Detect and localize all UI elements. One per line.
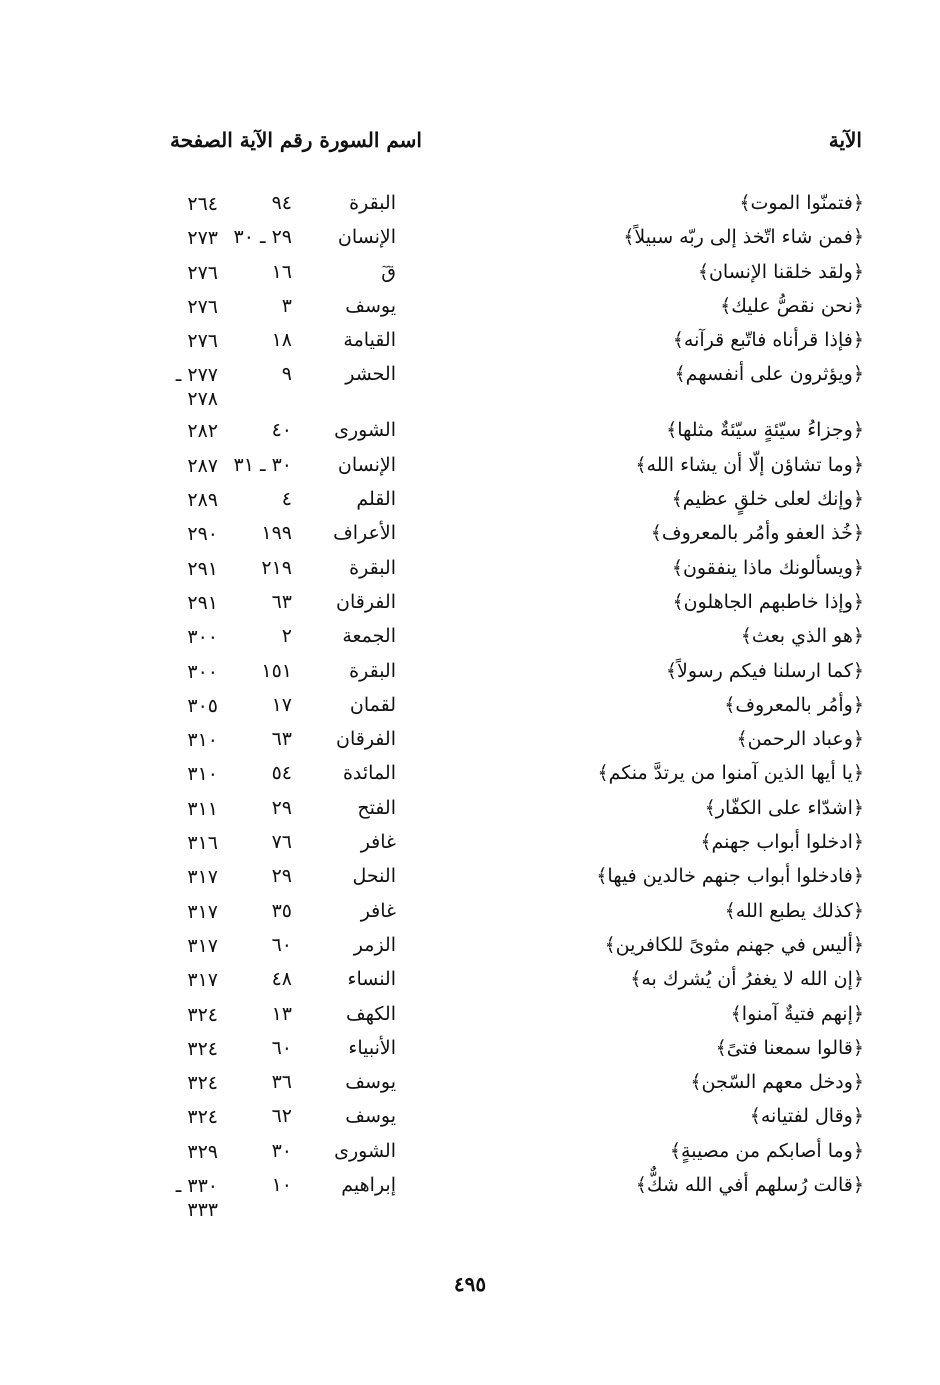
ayah-number: ٢٩ ـ ٣٠ — [233, 226, 292, 249]
ayah-number: ٩ — [281, 363, 292, 386]
table-row — [0, 825, 940, 859]
ayah-text: ﴿إنهم فتيةٌ آمنوا﴾ — [730, 1002, 864, 1025]
page-ref: ٢٨٩ — [187, 489, 218, 512]
table-row — [0, 186, 940, 220]
ayah-text: ﴿اشدّاء على الكفّار﴾ — [704, 796, 864, 819]
surah-name: البقرة — [349, 659, 396, 682]
table-row — [0, 997, 940, 1031]
table-row — [0, 1168, 940, 1222]
ayah-number: ٢٩ — [271, 796, 292, 819]
table-row — [0, 722, 940, 756]
surah-name: القلم — [356, 488, 396, 511]
page-ref: ٣١٧ — [187, 900, 218, 923]
page-ref: ٢٨٢ — [187, 420, 218, 443]
surah-name: الشورى — [334, 1139, 396, 1162]
ayah-text: ﴿وإنك لعلى خلقٍ عظيم﴾ — [671, 488, 864, 511]
page-ref: ٣٢٤ — [187, 1037, 218, 1060]
ayah-text: ﴿فتمنّوا الموت﴾ — [739, 192, 864, 214]
ayah-number: ١٧ — [271, 693, 292, 716]
surah-name: الجمعة — [342, 625, 396, 648]
page-ref: ٣٣٠ ـ ٣٣٣ — [175, 1175, 218, 1222]
page-ref: ٣١٠ — [187, 763, 218, 786]
ayah-number: ٣٠ ـ ٣١ — [233, 453, 292, 476]
ayah-text: ﴿وجزاءُ سيّئةٍ سيّئةٌ مثلها﴾ — [666, 419, 864, 442]
verse-index-table — [0, 186, 940, 1222]
surah-name: قٓ — [381, 260, 396, 283]
table-row — [0, 516, 940, 550]
ayah-number: ١٥١ — [261, 659, 292, 682]
table-row — [0, 1099, 940, 1133]
ayah-text: ﴿خُذ العفو وأمُر بالمعروف﴾ — [650, 522, 864, 545]
ayah-text: ﴿وعباد الرحمن﴾ — [736, 728, 864, 751]
table-row — [0, 1065, 940, 1099]
surah-name: الأنبياء — [348, 1036, 396, 1059]
table-row — [0, 323, 940, 357]
surah-name: القيامة — [343, 329, 396, 352]
table-row — [0, 1134, 940, 1168]
header-ayah-label: الآية — [828, 128, 862, 152]
surah-name: يوسف — [345, 1105, 396, 1128]
surah-name: يوسف — [345, 1071, 396, 1094]
table-row — [0, 928, 940, 962]
surah-name: الكهف — [346, 1002, 396, 1025]
table-row — [0, 255, 940, 289]
ayah-number: ٦٠ — [271, 933, 292, 956]
page-ref: ٣٢٤ — [187, 1072, 218, 1095]
ayah-number: ٢١٩ — [261, 556, 292, 579]
ayah-text: ﴿وما تشاؤن إلّا أن يشاء الله﴾ — [635, 453, 864, 476]
page-ref: ٣١٧ — [187, 969, 218, 992]
ayah-number: ٤٨ — [271, 968, 292, 991]
table-row — [0, 791, 940, 825]
page-ref: ٣١٧ — [187, 866, 218, 889]
header-columns-label: اسم السورة رقم الآية الصفحة — [170, 128, 422, 152]
ayah-number: ٢٩ — [271, 865, 292, 888]
ayah-number: ٦٠ — [271, 1036, 292, 1059]
page-ref: ٣٢٤ — [187, 1106, 218, 1129]
page-ref: ٣٢٩ — [187, 1140, 218, 1163]
ayah-text: ﴿فإذا قرأناه فاتّبع قرآنه﴾ — [672, 329, 864, 352]
ayah-number: ٥٤ — [271, 762, 292, 785]
page-ref: ٢٩٠ — [187, 523, 218, 546]
page-ref: ٢٨٧ — [187, 454, 218, 477]
ayah-text: ﴿قالت رُسلهم أفي الله شكٌّ﴾ — [635, 1174, 864, 1197]
table-row — [0, 413, 940, 447]
ayah-number: ٦٣ — [271, 590, 292, 613]
table-row — [0, 1031, 940, 1065]
ayah-number: ٣٦ — [271, 1071, 292, 1094]
page-ref: ٢٩١ — [187, 591, 218, 614]
table-row — [0, 551, 940, 585]
surah-name: الفرقان — [336, 728, 396, 751]
surah-name: النحل — [352, 865, 396, 888]
ayah-number: ١٠ — [271, 1174, 292, 1197]
page-ref: ٢٧٦ — [187, 295, 218, 318]
page-ref: ٣٢٤ — [187, 1003, 218, 1026]
page-ref: ٣١٦ — [187, 832, 218, 855]
surah-name: البقرة — [349, 556, 396, 579]
ayah-text: ﴿فمن شاء اتّخذ إلى ربّه سبيلاً﴾ — [623, 226, 864, 249]
page-ref: ٢٧٧ ـ ٢٧٨ — [175, 364, 218, 411]
ayah-number: ٣٠ — [271, 1139, 292, 1162]
ayah-number: ٣ — [281, 294, 292, 317]
page-ref: ٢٦٤ — [187, 193, 218, 215]
ayah-text: ﴿يا أيها الذين آمنوا من يرتدَّ منكم﴾ — [597, 762, 864, 785]
surah-name: الإنسان — [337, 453, 396, 476]
page-ref: ٣١٧ — [187, 934, 218, 957]
surah-name: النساء — [347, 968, 396, 991]
page-ref: ٢٧٦ — [187, 261, 218, 284]
surah-name: الشورى — [334, 419, 396, 442]
ayah-text: ﴿ويسألونك ماذا ينفقون﴾ — [671, 556, 864, 579]
surah-name: الإنسان — [337, 226, 396, 249]
ayah-text: ﴿قالوا سمعنا فتىً﴾ — [715, 1036, 864, 1059]
page-ref: ٣١٠ — [187, 729, 218, 752]
table-row — [0, 448, 940, 482]
ayah-number: ١٣ — [271, 1002, 292, 1025]
surah-name: غافر — [360, 831, 396, 854]
ayah-number: ١٩٩ — [261, 522, 292, 545]
table-row — [0, 585, 940, 619]
table-row — [0, 357, 940, 413]
table-row — [0, 894, 940, 928]
surah-name: غافر — [360, 899, 396, 922]
surah-name: الفتح — [357, 796, 396, 819]
surah-name: الأعراف — [333, 522, 396, 545]
table-row — [0, 688, 940, 722]
ayah-number: ٦٢ — [271, 1105, 292, 1128]
ayah-number: ٤ — [281, 488, 292, 511]
surah-name: يوسف — [345, 294, 396, 317]
ayah-text: ﴿هو الذي بعث﴾ — [740, 625, 864, 648]
surah-name: إبراهيم — [341, 1174, 396, 1197]
ayah-number: ١٨ — [271, 329, 292, 352]
ayah-number: ٢ — [281, 625, 292, 648]
page-ref: ٣٠٥ — [187, 694, 218, 717]
page-ref: ٣٠٠ — [187, 660, 218, 683]
ayah-number: ٩٤ — [271, 192, 292, 214]
ayah-text: ﴿ودخل معهم السّجن﴾ — [690, 1071, 864, 1094]
ayah-number: ٤٠ — [271, 419, 292, 442]
page-ref: ٢٩١ — [187, 557, 218, 580]
ayah-number: ٦٣ — [271, 728, 292, 751]
page-ref: ٢٧٦ — [187, 330, 218, 353]
page-ref: ٢٧٣ — [187, 227, 218, 250]
table-row — [0, 654, 940, 688]
ayah-text: ﴿وأمُر بالمعروف﴾ — [724, 693, 864, 716]
page-ref: ٣٠٠ — [187, 626, 218, 649]
table-row — [0, 289, 940, 323]
ayah-text: ﴿كذلك يطبع الله﴾ — [724, 899, 864, 922]
ayah-text: ﴿فادخلوا أبواب جنهم خالدين فيها﴾ — [596, 865, 864, 888]
surah-name: الزمر — [353, 933, 396, 956]
ayah-text: ﴿وما أصابكم من مصيبةٍ﴾ — [669, 1139, 864, 1162]
table-row — [0, 619, 940, 653]
ayah-text: ﴿أليس في جهنم مثوىً للكافرين﴾ — [604, 933, 864, 956]
table-row — [0, 859, 940, 893]
page-ref: ٣١١ — [187, 797, 218, 820]
table-row — [0, 482, 940, 516]
ayah-text: ﴿كما ارسلنا فيكم رسولاً﴾ — [665, 659, 864, 682]
surah-name: المائدة — [342, 762, 396, 785]
table-row — [0, 756, 940, 790]
table-row — [0, 962, 940, 996]
ayah-number: ١٦ — [271, 260, 292, 283]
surah-name: الحشر — [345, 363, 396, 386]
ayah-text: ﴿إن الله لا يغفرُ أن يُشرك به﴾ — [630, 968, 864, 991]
ayah-text: ﴿ويؤثرون على أنفسهم﴾ — [674, 363, 864, 386]
surah-name: لقمان — [349, 693, 396, 716]
ayah-number: ٧٦ — [271, 831, 292, 854]
ayah-text: ﴿وإذا خاطبهم الجاهلون﴾ — [672, 590, 864, 613]
ayah-text: ﴿نحن نقصُّ عليك﴾ — [720, 294, 864, 317]
ayah-text: ﴿ولقد خلقنا الإنسان﴾ — [697, 260, 864, 283]
surah-name: الفرقان — [336, 590, 396, 613]
page-number: ٤٩٥ — [453, 1272, 487, 1296]
surah-name: البقرة — [349, 192, 396, 214]
ayah-text: ﴿ادخلوا أبواب جهنم﴾ — [700, 831, 864, 854]
ayah-number: ٣٥ — [271, 899, 292, 922]
table-row — [0, 220, 940, 254]
ayah-text: ﴿وقال لفتيانه﴾ — [749, 1105, 864, 1128]
